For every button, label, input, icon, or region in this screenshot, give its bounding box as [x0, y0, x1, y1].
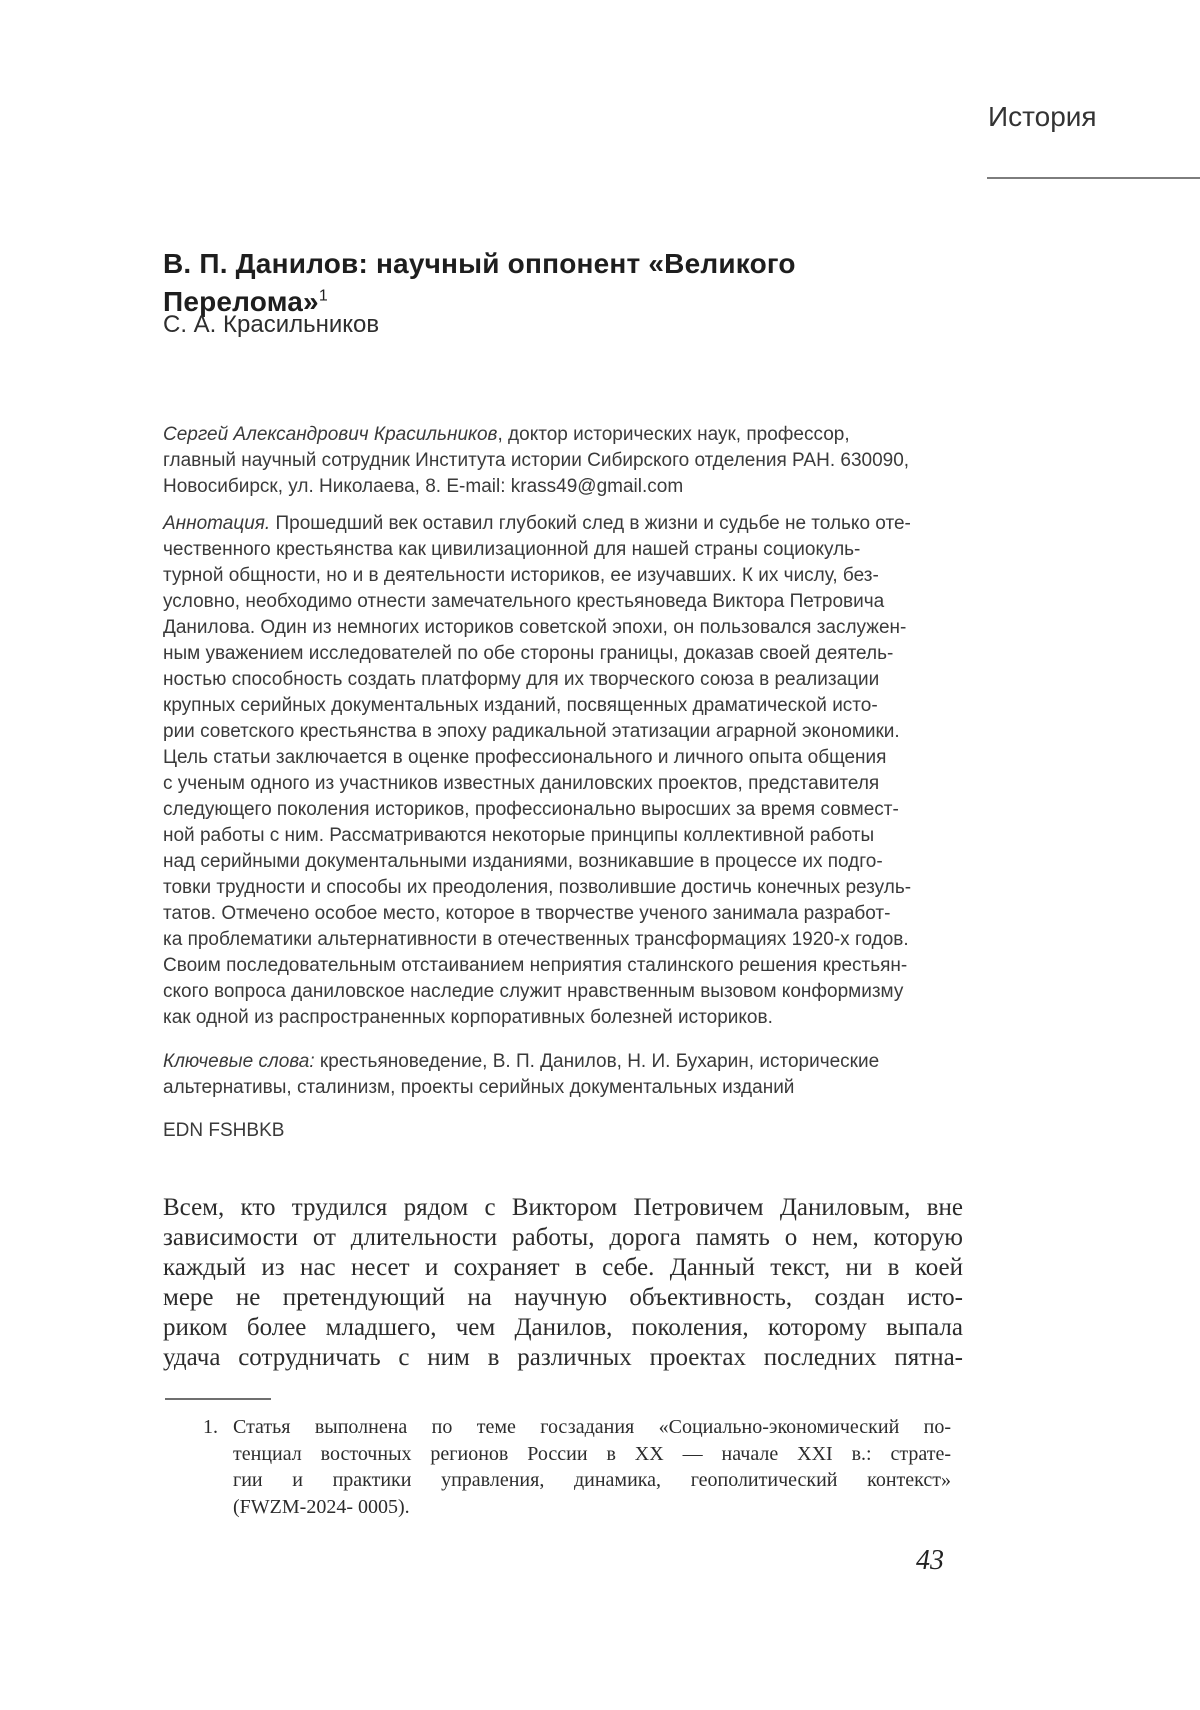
text-line: чественного крестьянства как цивилизационной для нашей страны социокуль- [163, 539, 861, 560]
keywords-line1 [163, 1049, 963, 1075]
text-line: следующего поколения историков, профессионально выросших за время совмест- [163, 799, 899, 820]
edn-code: EDN FSHBKB [163, 1120, 285, 1141]
text-line: Цель статьи заключается в оценке профессионального и личного опыта общения [163, 747, 887, 768]
abstract [163, 511, 963, 1031]
text-line: главный научный сотрудник Института истории Сибирского отделения РАН. 630090, [163, 450, 910, 471]
abstract-label: Аннотация. [163, 513, 271, 534]
text-line: Всем, кто трудился рядом с Виктором Петровичем Даниловым, вне [163, 1194, 963, 1221]
text-line: Своим последовательным отстаиванием неприятия сталинского решения крестьян- [163, 955, 908, 976]
affiliation-line1-rest: , доктор исторических наук, профессор, [497, 424, 850, 445]
text-line: каждый из нас несет и сохраняет в себе. Данный текст, ни в коей [163, 1254, 963, 1281]
text-line: гии и практики управления, динамика, геополитический контекст» [233, 1469, 951, 1491]
text-line: ностью способность создать платформу для их творческого союза в реализации [163, 669, 880, 690]
abstract-line1 [163, 511, 963, 537]
title-footnote-reference: 1 [318, 287, 328, 305]
text-line: ка проблематики альтернативности в отечественных трансформациях 1920-х годов. [163, 929, 909, 950]
text-line: с ученым одного из участников известных даниловских проектов, представителя [163, 773, 880, 794]
text-line: удача сотрудничать с ним в различных проектах последних пятна- [163, 1344, 963, 1371]
page-number: 43 [916, 1545, 944, 1576]
text-line: условно, необходимо отнести замечательного крестьяноведа Виктора Петровича [163, 591, 885, 612]
text-line: товки трудности и способы их преодоления, позволившие достичь конечных резуль- [163, 877, 912, 898]
text-line: ным уважением исследователей по обе стороны границы, доказав своей деятель- [163, 643, 894, 664]
text-line: Новосибирск, ул. Николаева, 8. E-mail: krass49@gmail.com [163, 476, 684, 497]
text-line: рии советского крестьянства в эпоху радикальной этатизации аграрной экономики. [163, 721, 900, 742]
author-affiliation [163, 422, 963, 500]
article-title-line2: Перелома» [163, 285, 319, 317]
text-line: риком более младшего, чем Данилов, поколения, которому выпала [163, 1314, 963, 1341]
text-line: над серийными документальными изданиями, возникавшие в процессе их подго- [163, 851, 883, 872]
text-line: зависимости от длительности работы, дорога память о нем, которую [163, 1224, 963, 1251]
text-line: крупных серийных документальных изданий, посвященных драматической исто- [163, 695, 878, 716]
text-line: альтернативы, сталинизм, проекты серийных документальных изданий [163, 1077, 795, 1098]
keywords-line1-rest: крестьяноведение, В. П. Данилов, Н. И. Бухарин, исторические [314, 1051, 880, 1072]
keywords-lines [163, 1075, 963, 1101]
section-label: История [988, 101, 1097, 132]
text-line: Статья выполнена по теме госзадания «Социально-экономический по- [233, 1416, 951, 1438]
text-line: как одной из распространенных корпоративных болезней историков. [163, 1007, 773, 1028]
keywords [163, 1049, 963, 1101]
footnote [203, 1414, 951, 1520]
footnote-rule [165, 1398, 271, 1400]
text-line: ского вопроса даниловское наследие служит нравственным вызовом конформизму [163, 981, 904, 1002]
text-line: ной работы с ним. Рассматриваются некоторые принципы коллективной работы [163, 825, 875, 846]
footnote-text [233, 1414, 951, 1520]
text-line: тенциал восточных регионов России в XX — начале XXI в.: страте- [233, 1442, 951, 1465]
affiliation-lines [163, 448, 963, 500]
text-line: (FWZM-2024- 0005). [233, 1495, 410, 1518]
text-line: татов. Отмечено особое место, которое в творчестве ученого занимала разработ- [163, 903, 891, 924]
text-line: турной общности, но и в деятельности историков, ее изучавших. К их числу, без- [163, 565, 879, 586]
article-body-paragraph [163, 1193, 963, 1373]
abstract-line1-rest: Прошедший век оставил глубокий след в жизни и судьбе не только оте- [270, 513, 911, 534]
affiliation-line1 [163, 422, 963, 448]
abstract-lines [163, 537, 963, 1031]
article-author: С. А. Красильников [163, 311, 380, 338]
footnote-marker: 1. [203, 1416, 218, 1438]
author-full-name: Сергей Александрович Красильников [163, 424, 498, 445]
keywords-label: Ключевые слова: [163, 1051, 315, 1072]
text-line: мере не претендующий на научную объективность, создан исто- [163, 1284, 963, 1311]
text-line: Данилова. Один из немногих историков советской эпохи, он пользовался заслужен- [163, 617, 907, 638]
section-rule [987, 177, 1200, 179]
article-title-line1: В. П. Данилов: научный оппонент «Великого [163, 247, 796, 279]
